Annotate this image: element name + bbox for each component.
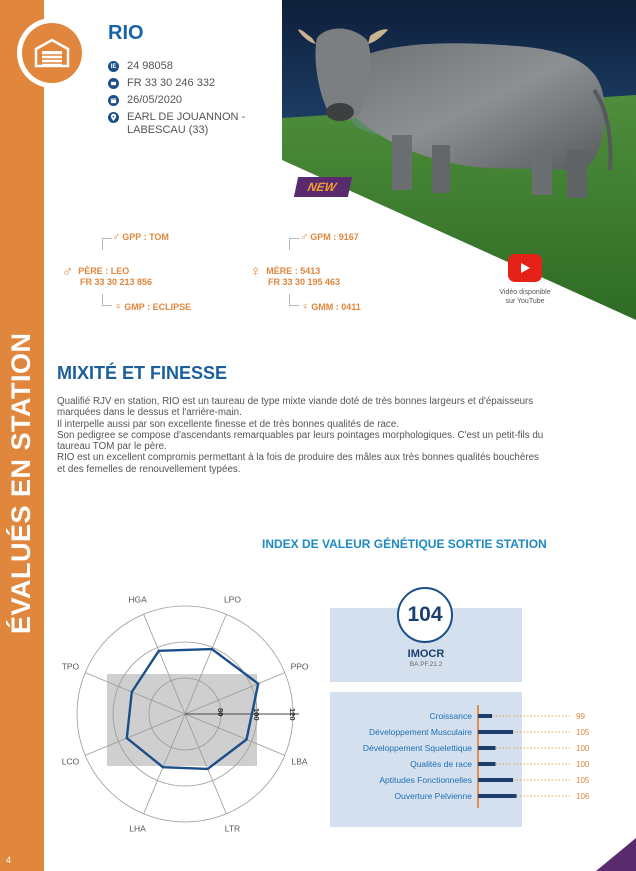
mother-number: FR 33 30 195 463 <box>268 277 341 287</box>
mother-label: MÈRE : 5413 <box>266 266 321 276</box>
radar-axis-label: HGA <box>128 594 147 605</box>
bull-name: RIO <box>108 22 144 44</box>
female-icon: ♀ <box>114 301 123 313</box>
pedigree-gmp: ♀ GMP : ECLIPSE <box>114 301 192 313</box>
radar-axis-label: LHA <box>129 823 146 834</box>
bar <box>478 746 496 750</box>
bar <box>478 730 513 734</box>
radar-scale-label: 100 <box>252 708 261 721</box>
sidebar <box>0 0 44 871</box>
radar-axis-label: PPO <box>290 661 309 672</box>
breeder-line-1: EARL DE JOUANNON - <box>127 111 246 123</box>
breeder-row <box>108 111 277 137</box>
corner-decoration <box>596 838 636 871</box>
pedigree-mother <box>250 263 341 288</box>
pedigree-gmm: ♀ GMM : 0411 <box>301 301 361 313</box>
bar-category-label: Aptitudes Fonctionnelles <box>379 775 472 785</box>
male-icon: ♂ <box>112 231 121 243</box>
bar <box>478 714 492 718</box>
bar <box>478 778 513 782</box>
sidebar-title: ÉVALUÉS EN STATION <box>6 332 36 634</box>
radar-axis-label: LCO <box>61 756 80 767</box>
radar-chart <box>52 594 312 834</box>
new-badge: NEW <box>294 177 352 197</box>
pedigree-connector <box>102 238 112 250</box>
birth-date: 26/05/2020 <box>127 94 183 106</box>
female-icon: ♀ <box>301 301 310 313</box>
description-line: marquées dans le dessus et l'arrière-main. <box>57 407 242 419</box>
pedigree-connector <box>289 294 299 306</box>
breeder <box>127 111 277 137</box>
bar <box>478 794 517 798</box>
bar-category-label: Qualités de race <box>410 759 472 769</box>
description-line: RIO est un excellent compromis permettant à la fois de produire des mâles aux très bonnes qualités bouchères <box>57 452 539 464</box>
male-icon: ♂ <box>300 231 309 243</box>
index-title: INDEX DE VALEUR GÉNÉTIQUE SORTIE STATION <box>262 537 547 551</box>
bar-value-label: 105 <box>576 776 590 785</box>
bar-chart <box>330 700 636 810</box>
bar-value-label: 100 <box>576 760 590 769</box>
breeder-line-2: LABESCAU (33) <box>127 124 209 136</box>
imocr-label: IMOCR <box>407 648 445 660</box>
youtube-caption <box>492 288 558 306</box>
bar-value-label: 106 <box>576 792 590 801</box>
pedigree-gpp: ♂ GPP : TOM <box>112 231 169 243</box>
bar-value-label: 105 <box>576 728 590 737</box>
id-number: 24 98058 <box>127 60 173 72</box>
radar-scale-label: 80 <box>216 708 225 717</box>
birth-date-row <box>108 94 182 107</box>
bar-category-label: Développement Musculaire <box>369 727 472 737</box>
radar-axis-label: LBA <box>291 756 308 767</box>
id-row <box>108 60 173 73</box>
bar-value-label: 100 <box>576 744 590 753</box>
page-number: 4 <box>6 855 12 865</box>
national-number-row <box>108 77 215 90</box>
logo <box>17 18 87 88</box>
bar-value-label: 99 <box>576 712 585 721</box>
radar-axis-label: LPO <box>223 594 241 605</box>
imocr-value: 104 <box>397 587 453 643</box>
bar-category-label: Développement Squelettique <box>362 743 472 753</box>
location-pin-icon <box>108 112 119 123</box>
description-line: taureau TOM par le père. <box>57 441 167 453</box>
national-number: FR 33 30 246 332 <box>127 77 216 89</box>
radar-axis-label: TPO <box>61 661 80 672</box>
radar-axis-label: LTR <box>224 823 241 834</box>
description <box>57 396 612 475</box>
description-line: et des femelles de renouvellement typées. <box>57 463 241 475</box>
father-label: PÈRE : LEO <box>78 266 130 276</box>
tag-icon <box>108 78 119 89</box>
bar-category-label: Ouverture Pelvienne <box>394 791 472 801</box>
calendar-icon <box>108 95 119 106</box>
female-icon: ♀ <box>250 263 262 280</box>
imocr-subtitle: BA.PF.21.2 <box>409 661 443 668</box>
radar-scale-label: 120 <box>288 708 297 721</box>
pedigree-connector <box>102 294 112 306</box>
bar-category-label: Croissance <box>429 711 472 721</box>
pedigree-father <box>62 263 153 288</box>
youtube-play-icon[interactable] <box>508 254 542 282</box>
description-line: Il interpelle aussi par son excellente finesse et de très bonnes qualités de race. <box>57 418 400 430</box>
bar <box>478 762 496 766</box>
description-line: Son pedigree se compose d'ascendants remarquables par leurs pointages morphologiques. C'est un petit-fils du <box>57 429 544 441</box>
youtube-link[interactable] <box>492 254 558 306</box>
youtube-caption-line-2: sur YouTube <box>505 298 545 305</box>
pedigree-gpm: ♂ GPM : 9167 <box>300 231 359 243</box>
section-title: MIXITÉ ET FINESSE <box>57 363 228 383</box>
youtube-caption-line-1: Vidéo disponible <box>499 289 551 296</box>
father-number: FR 33 30 213 856 <box>80 277 153 287</box>
male-icon: ♂ <box>62 263 74 280</box>
barn-icon <box>34 38 70 68</box>
id-badge-icon: IE <box>108 61 119 72</box>
description-line: Qualifié RJV en station, RIO est un taureau de type mixte viande doté de très bonnes largeurs et d'épaisseurs <box>57 396 534 407</box>
pedigree-connector <box>289 238 299 250</box>
